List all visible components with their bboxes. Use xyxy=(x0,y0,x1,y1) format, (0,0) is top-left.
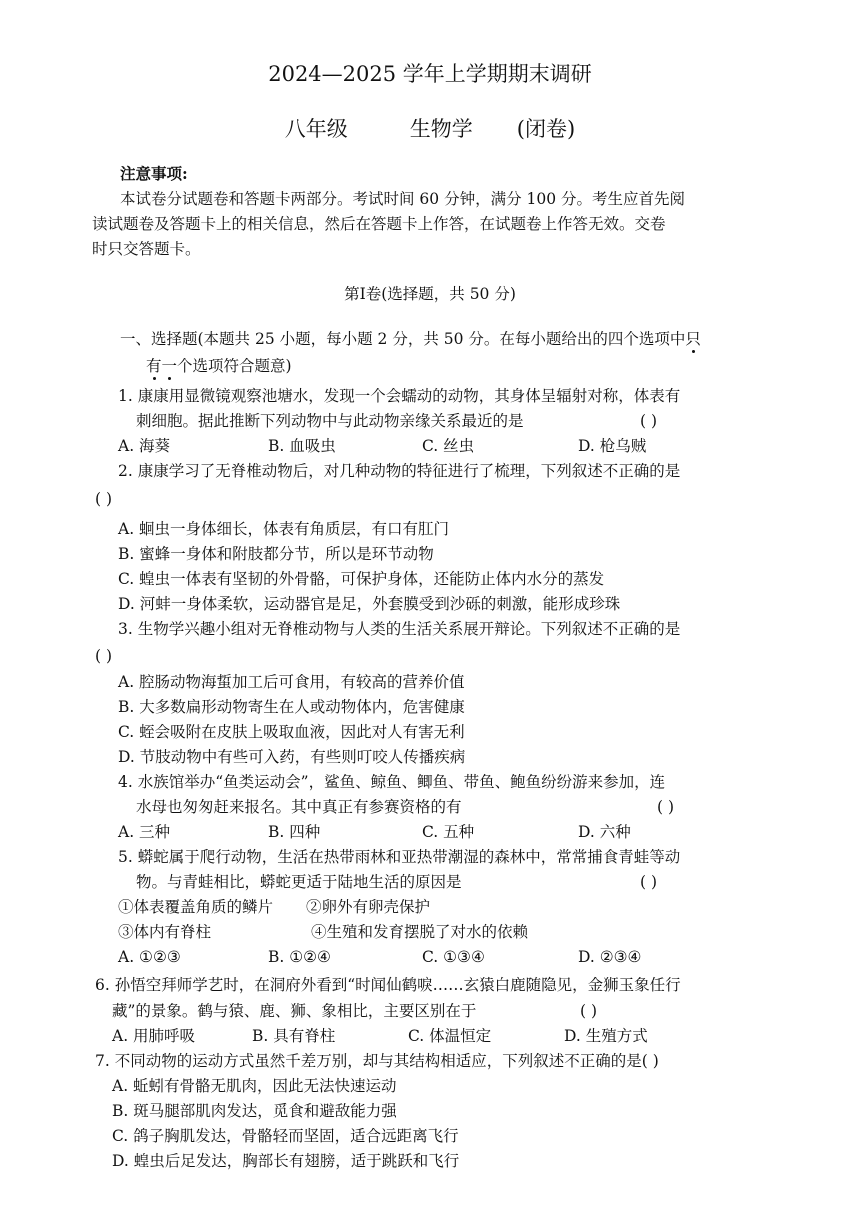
emphasis-char: 只 xyxy=(685,330,701,348)
q1-stem-1: 1. 康康用显微镜观察池塘水，发现一个会蠕动的动物，其身体呈辐射对称，体表有 xyxy=(118,387,681,405)
grade-label: 八年级 xyxy=(284,117,348,141)
q6-option-d: D. 生殖方式 xyxy=(564,1027,648,1045)
notice-heading: 注意事项: xyxy=(120,164,188,183)
emphasis-char: 一 xyxy=(161,357,178,375)
q4-stem-1: 4. 水族馆举办“鱼类运动会”，鲨鱼、鲸鱼、鲫鱼、带鱼、鲍鱼纷纷游来参加，连 xyxy=(118,773,666,791)
q3-option-b: B. 大多数扁形动物寄生在人或动物体内，危害健康 xyxy=(118,698,465,716)
q6-stem-2: 藏”的景象。鹤与猿、鹿、狮、象相比，主要区别在于 xyxy=(112,1002,477,1020)
exam-subtitle xyxy=(0,118,860,140)
q4-answer-paren: ( ) xyxy=(657,798,675,816)
q2-answer-paren: ( ) xyxy=(95,490,113,508)
q5-option-b: B. ①②④ xyxy=(268,948,331,966)
q7-option-a: A. 蚯蚓有骨骼无肌肉，因此无法快速运动 xyxy=(112,1077,397,1095)
q4-option-b: B. 四种 xyxy=(268,823,321,841)
q1-option-d: D. 枪乌贼 xyxy=(578,437,647,455)
q5-statement-1: ①体表覆盖角质的鳞片 xyxy=(118,898,274,916)
q5-statement-2: ②卵外有卵壳保护 xyxy=(306,898,431,916)
subject-label: 生物学 xyxy=(409,117,473,141)
q3-stem-1: 3. 生物学兴趣小组对无脊椎动物与人类的生活关系展开辩论。下列叙述不正确的是 xyxy=(118,620,681,638)
q7-option-c: C. 鸽子胸肌发达，骨骼轻而坚固，适合远距离飞行 xyxy=(112,1127,459,1145)
q3-option-a: A. 腔肠动物海蜇加工后可食用，有较高的营养价值 xyxy=(118,673,465,691)
q4-stem-2: 水母也匆匆赶来报名。其中真正有参赛资格的有 xyxy=(136,798,462,816)
notice-line-2: 读试题卷及答题卡上的相关信息，然后在答题卡上作答，在试题卷上作答无效。交卷 xyxy=(92,215,666,233)
q6-option-c: C. 体温恒定 xyxy=(408,1027,492,1045)
q2-option-b: B. 蜜蜂一身体和附肢都分节，所以是环节动物 xyxy=(118,545,434,563)
section-instruction-2 xyxy=(146,355,292,377)
q2-option-c: C. 蝗虫一体表有坚韧的外骨骼，可保护身体，还能防止体内水分的蒸发 xyxy=(118,570,605,588)
q7-stem-1: 7. 不同动物的运动方式虽然千差万别，却与其结构相适应，下列叙述不正确的是( ) xyxy=(95,1052,659,1070)
q5-statement-3: ③体内有脊柱 xyxy=(118,923,212,941)
q4-option-d: D. 六种 xyxy=(578,823,631,841)
q5-option-a: A. ①②③ xyxy=(118,948,181,966)
exam-title: 2024—2025 学年上学期期末调研 xyxy=(268,62,592,86)
q6-answer-paren: ( ) xyxy=(580,1002,598,1020)
notice-line-1: 本试卷分试题卷和答题卡两部分。考试时间 60 分钟，满分 100 分。考生应首先阅 xyxy=(120,190,686,208)
q5-option-c: C. ①③④ xyxy=(422,948,485,966)
q7-option-d: D. 蝗虫后足发达，胸部长有翅膀，适于跳跃和飞行 xyxy=(112,1152,460,1170)
q3-option-c: C. 蛭会吸附在皮肤上吸取血液，因此对人有害无利 xyxy=(118,723,465,741)
section-title: 第Ⅰ卷(选择题，共 50 分) xyxy=(344,285,516,303)
q4-option-a: A. 三种 xyxy=(118,823,171,841)
emphasis-char: 有 xyxy=(146,357,162,375)
q1-option-a: A. 海葵 xyxy=(118,437,171,455)
q1-option-b: B. 血吸虫 xyxy=(268,437,336,455)
q1-answer-paren: ( ) xyxy=(640,412,658,430)
q2-option-d: D. 河蚌一身体柔软，运动器官是足，外套膜受到沙砾的刺激，能形成珍珠 xyxy=(118,595,621,613)
mode-label: (闭卷) xyxy=(516,117,576,141)
q5-stem-2: 物。与青蛙相比，蟒蛇更适于陆地生活的原因是 xyxy=(136,873,462,891)
q6-option-b: B. 具有脊柱 xyxy=(252,1027,336,1045)
q5-statement-4: ④生殖和发育摆脱了对水的依赖 xyxy=(311,923,529,941)
q2-stem-1: 2. 康康学习了无脊椎动物后，对几种动物的特征进行了梳理，下列叙述不正确的是 xyxy=(118,462,681,480)
notice-line-3: 时只交答题卡。 xyxy=(92,240,201,258)
q3-option-d: D. 节肢动物中有些可入药，有些则叮咬人传播疾病 xyxy=(118,748,466,766)
q3-answer-paren: ( ) xyxy=(95,647,113,665)
q6-option-a: A. 用肺呼吸 xyxy=(112,1027,196,1045)
q6-stem-1: 6. 孙悟空拜师学艺时，在洞府外看到“时闻仙鹤唳……玄猿白鹿随隐见，金狮玉象任行 xyxy=(95,976,681,994)
q2-option-a: A. 蛔虫一身体细长，体表有角质层，有口有肛门 xyxy=(118,520,450,538)
q1-stem-2: 刺细胞。据此推断下列动物中与此动物亲缘关系最近的是 xyxy=(136,412,524,430)
q5-stem-1: 5. 蟒蛇属于爬行动物，生活在热带雨林和亚热带潮湿的森林中，常常捕食青蛙等动 xyxy=(118,848,681,866)
q4-option-c: C. 五种 xyxy=(422,823,475,841)
q5-answer-paren: ( ) xyxy=(640,873,658,891)
section-instruction-1 xyxy=(120,328,701,350)
q5-option-d: D. ②③④ xyxy=(578,948,642,966)
instruction-text: 个选项符合题意) xyxy=(177,357,292,375)
q1-option-c: C. 丝虫 xyxy=(422,437,475,455)
instruction-text: 一、选择题(本题共 25 小题，每小题 2 分，共 50 分。在每小题给出的四个选项中 xyxy=(120,330,686,348)
q7-option-b: B. 斑马腿部肌肉发达，觅食和避敌能力强 xyxy=(112,1102,397,1120)
